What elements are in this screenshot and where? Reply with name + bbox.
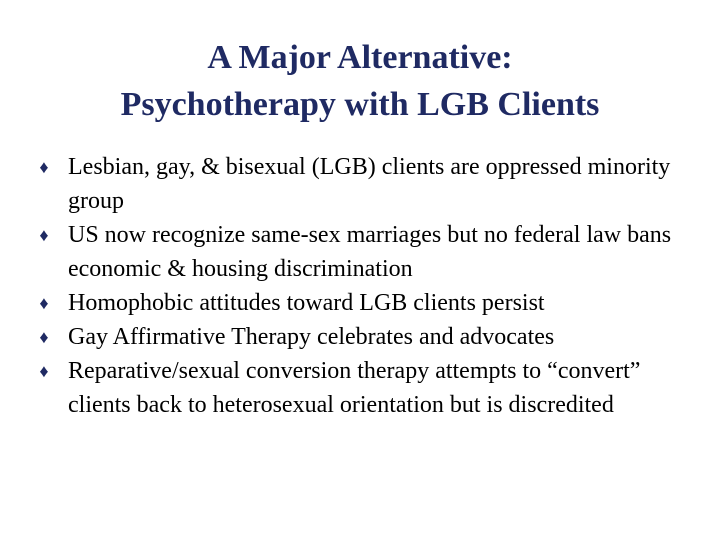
bullet-list [34,150,704,422]
bullet-item [34,320,704,354]
slide-title-line-1: A Major Alternative: [207,39,513,76]
diamond-bullet-icon: ♦ [39,327,49,347]
slide-title [0,34,720,128]
diamond-bullet-icon: ♦ [39,361,49,381]
diamond-bullet-icon: ♦ [39,225,49,245]
bullet-item [34,218,704,286]
bullet-text: Lesbian, gay, & bisexual (LGB) clients are oppressed minority group [68,154,671,214]
diamond-bullet-icon: ♦ [39,157,49,177]
bullet-text: Gay Affirmative Therapy celebrates and advocates [68,324,555,350]
bullet-item [34,150,704,218]
bullet-text: US now recognize same-sex marriages but no federal law bans economic & housing discrimination [68,222,672,282]
bullet-item [34,354,704,422]
bullet-item [34,286,704,320]
slide-title-line-2: Psychotherapy with LGB Clients [120,86,600,123]
bullet-text: Reparative/sexual conversion therapy attempts to “convert” clients back to heterosexual orientation but is discredited [68,358,641,418]
diamond-bullet-icon: ♦ [39,293,49,313]
bullet-text: Homophobic attitudes toward LGB clients persist [68,290,545,316]
